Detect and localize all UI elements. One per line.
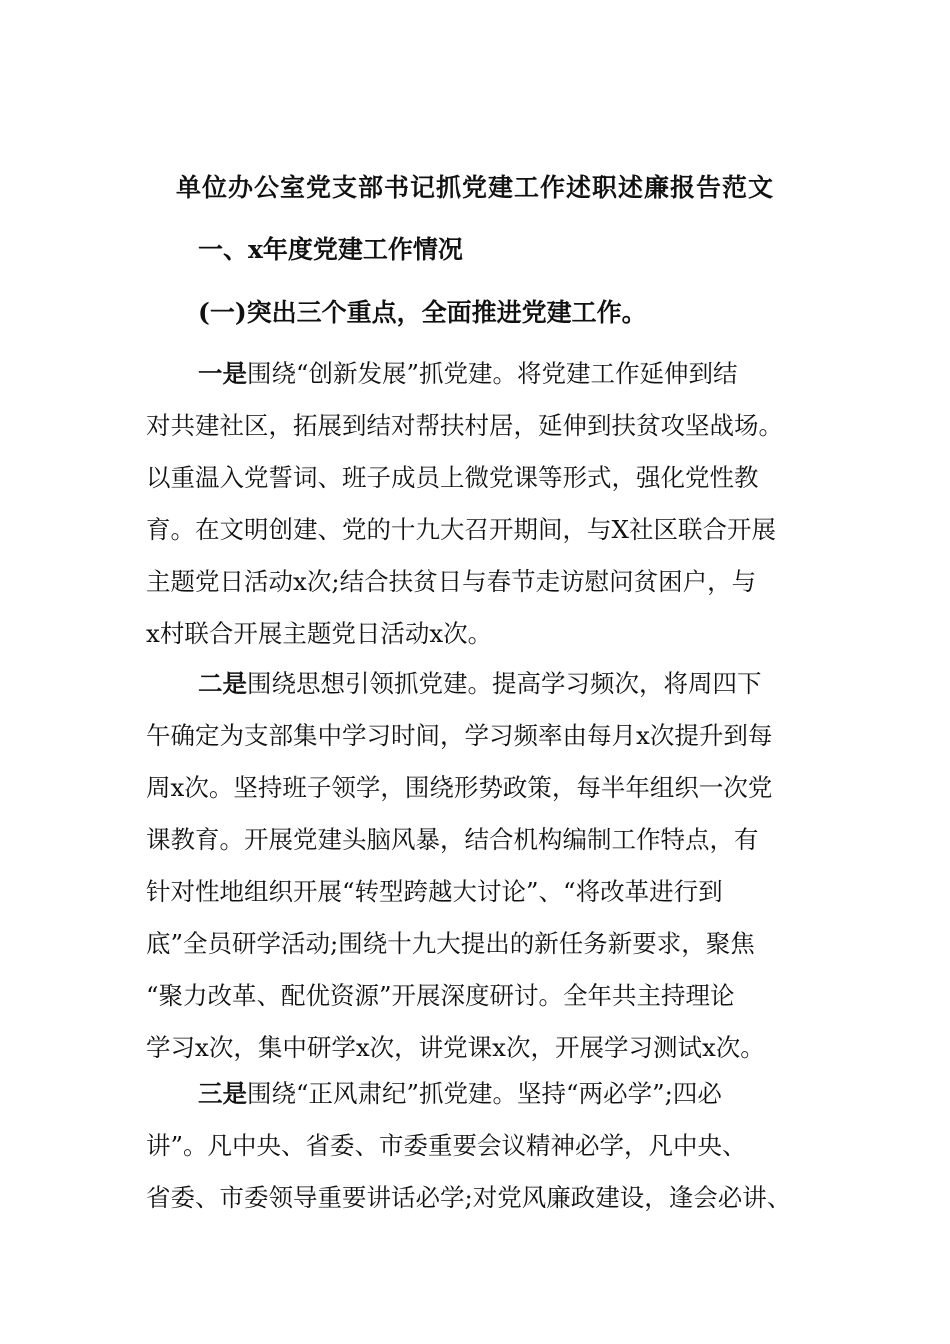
- paragraph-line: 育。在文明创建、党的十九大召开期间，与X社区联合开展: [146, 515, 776, 544]
- paragraph-line: 对共建社区，拓展到结对帮扶村居，延伸到扶贫攻坚战场。: [146, 411, 783, 440]
- paragraph-line: 针对性地组织开展“转型跨越大讨论”、“将改革进行到: [146, 877, 723, 906]
- paragraph-3: [146, 1068, 826, 1224]
- paragraph-line: 学习x次，集中研学x次，讲党课x次，开展学习测试x次。: [146, 1033, 765, 1062]
- paragraph-lead: 二是: [198, 669, 247, 698]
- paragraph-lead: 三是: [198, 1079, 247, 1108]
- document-title: 单位办公室党支部书记抓党建工作述职述廉报告范文: [175, 173, 774, 202]
- subsection-heading: (一)突出三个重点，全面推进党建工作。: [198, 298, 647, 327]
- paragraph-line: 讲”。凡中央、省委、市委重要会议精神必学，凡中央、: [146, 1131, 747, 1160]
- paragraph-1: [146, 348, 826, 660]
- paragraph-2: [146, 658, 826, 1074]
- paragraph-line: [146, 348, 826, 400]
- paragraph-text: 围绕“正风肃纪”抓党建。坚持“两必学”;四必: [247, 1079, 722, 1108]
- paragraph-text: 围绕“创新发展”抓党建。将党建工作延伸到结: [247, 359, 738, 388]
- section-heading: 一、x年度党建工作情况: [198, 235, 463, 264]
- paragraph-line: 周x次。坚持班子领学，围绕形势政策，每半年组织一次党: [146, 773, 773, 802]
- paragraph-lead: 一是: [198, 359, 247, 388]
- paragraph-line: “聚力改革、配优资源”开展深度研讨。全年共主持理论: [146, 981, 735, 1010]
- paragraph-text: 围绕思想引领抓党建。提高学习频次，将周四下: [247, 669, 762, 698]
- paragraph-line: 午确定为支部集中学习时间，学习频率由每月x次提升到每: [146, 721, 773, 750]
- paragraph-line: 底”全员研学活动;围绕十九大提出的新任务新要求，聚焦: [146, 929, 755, 958]
- paragraph-line: x村联合开展主题党日活动x次。: [146, 619, 493, 648]
- paragraph-line: 以重温入党誓词、班子成员上微党课等形式，强化党性教: [146, 463, 759, 492]
- paragraph-line: [146, 1068, 826, 1120]
- paragraph-line: 省委、市委领导重要讲话必学;对党风廉政建设，逢会必讲、: [146, 1183, 792, 1212]
- paragraph-line: 主题党日活动x次;结合扶贫日与春节走访慰问贫困户，与: [146, 567, 757, 596]
- paragraph-line: [146, 658, 826, 710]
- paragraph-line: 课教育。开展党建头脑风暴，结合机构编制工作特点，有: [146, 825, 759, 854]
